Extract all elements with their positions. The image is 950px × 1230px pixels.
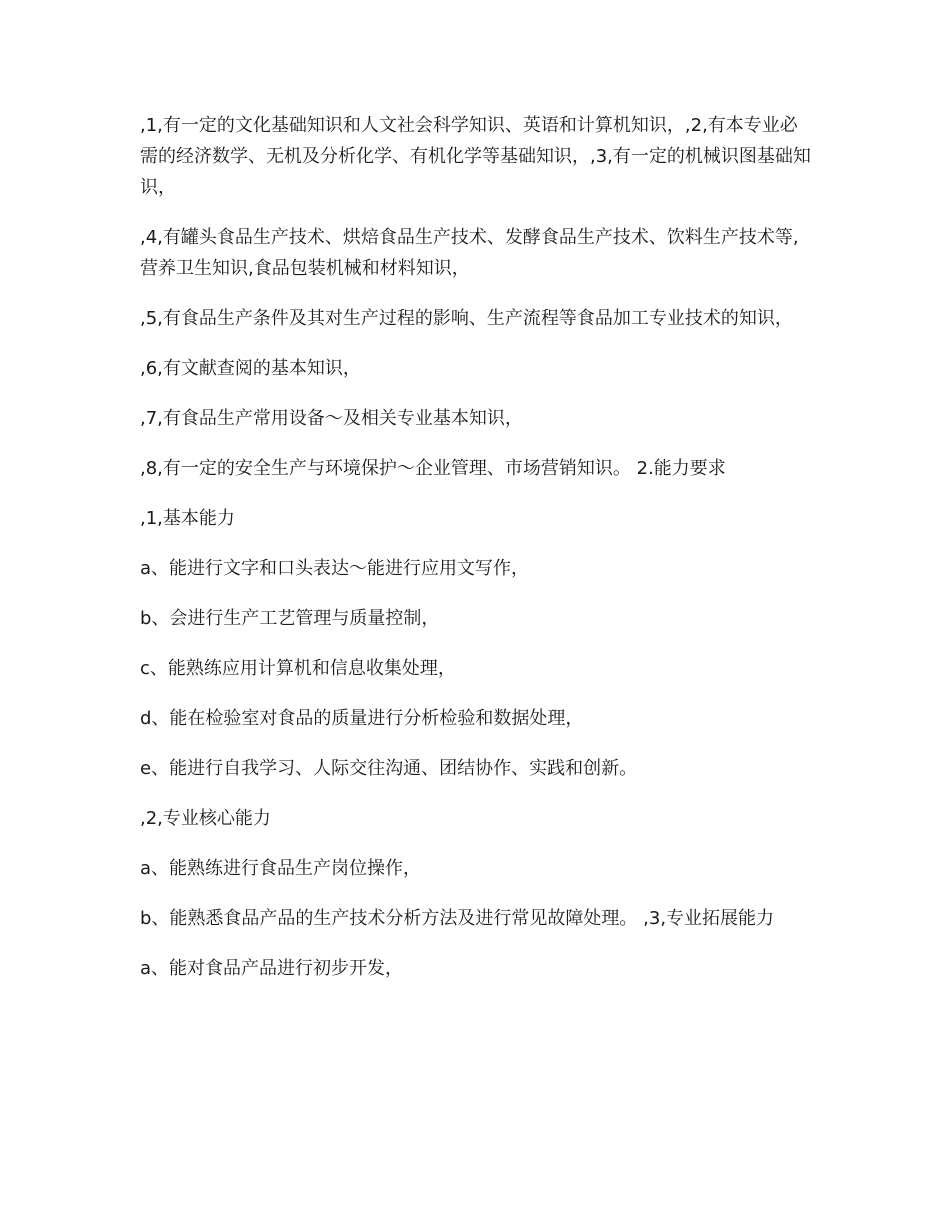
heading-core-ability: ,2,专业核心能力 — [140, 808, 271, 829]
paragraph-knowledge-6: ,6,有文献查阅的基本知识， — [140, 358, 361, 379]
paragraph-knowledge-1-3: ,1,有一定的文化基础知识和人文社会科学知识、英语和计算机知识，,2,有本专业必需的经济数学、无机及分析化学、有机化学等基础知识，,3,有一定的机械识图基础知识， — [140, 115, 811, 198]
heading-basic-ability: ,1,基本能力 — [140, 508, 235, 529]
document-page — [140, 110, 812, 1003]
paragraph-knowledge-8: ,8,有一定的安全生产与环境保护～企业管理、市场营销知识。 2.能力要求 — [140, 458, 726, 479]
paragraph-knowledge-4: ,4,有罐头食品生产技术、烘焙食品生产技术、发酵食品生产技术、饮料生产技术等,营养卫生知识,食品包装机械和材料知识， — [140, 227, 799, 279]
list-item-e: e、能进行自我学习、人际交往沟通、团结协作、实践和创新。 — [140, 758, 638, 779]
list-item-d: d、能在检验室对食品的质量进行分析检验和数据处理， — [140, 708, 584, 729]
list-item-core-a: a、能熟练进行食品生产岗位操作， — [140, 858, 422, 879]
list-item-core-b: b、能熟悉食品产品的生产技术分析方法及进行常见故障处理。 ,3,专业拓展能力 — [140, 908, 775, 929]
list-item-a: a、能进行文字和口头表达～能进行应用文写作， — [140, 558, 530, 579]
paragraph-knowledge-5: ,5,有食品生产条件及其对生产过程的影响、生产流程等食品加工专业技术的知识， — [140, 308, 793, 329]
list-item-b: b、会进行生产工艺管理与质量控制， — [140, 608, 440, 629]
list-item-extension-a: a、能对食品产品进行初步开发， — [140, 958, 404, 979]
paragraph-knowledge-7: ,7,有食品生产常用设备～及相关专业基本知识， — [140, 408, 523, 429]
list-item-c: c、能熟练应用计算机和信息收集处理， — [140, 658, 456, 679]
